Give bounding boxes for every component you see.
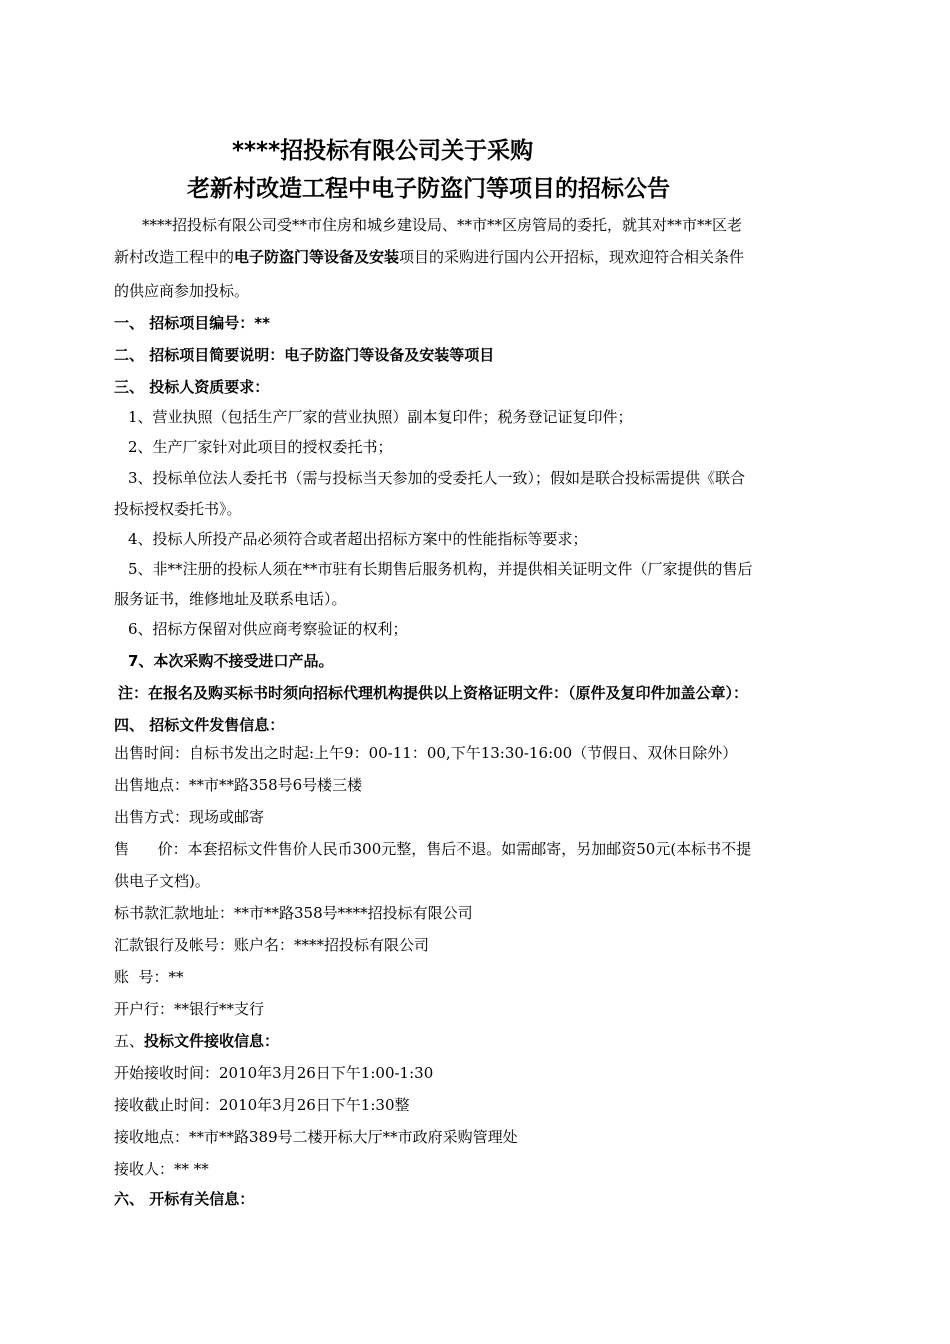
requirement-7: 7、本次采购不接受进口产品。 — [128, 652, 334, 670]
section-2-heading: 二、 招标项目简要说明：电子防盗门等设备及安装等项目 — [114, 346, 495, 364]
requirement-2: 2、生产厂家针对此项目的授权委托书； — [128, 438, 393, 456]
section-5-heading — [114, 1030, 279, 1051]
requirement-6: 6、招标方保留对供应商考察验证的权利； — [128, 620, 408, 638]
requirement-3: 3、投标单位法人委托书（需与投标当天参加的受委托人一致）；假如是联合投标需提供《联合 — [128, 469, 746, 487]
requirement-1: 1、营业执照（包括生产厂家的营业执照）副本复印件；税务登记证复印件； — [128, 408, 633, 426]
remit-address: 标书款汇款地址：**市**路358号****招投标有限公司 — [114, 904, 473, 922]
section-5-number: 五、 — [114, 1032, 145, 1050]
bank-account-name: 汇款银行及帐号：账户名：****招投标有限公司 — [114, 936, 430, 954]
section-4-heading: 四、 招标文件发售信息： — [114, 716, 285, 734]
requirement-3-cont: 投标授权委托书》。 — [114, 500, 242, 518]
receiver: 接收人：** ** — [114, 1160, 209, 1178]
receive-deadline: 接收截止时间：2010年3月26日下午1:30整 — [114, 1096, 410, 1114]
intro-text-cont: 项目的采购进行国内公开招标，现欢迎符合相关条件 — [399, 248, 745, 266]
sale-place: 出售地点：**市**路358号6号楼三楼 — [114, 776, 363, 794]
section-6-heading: 六、 开标有关信息： — [114, 1190, 255, 1208]
intro-text: 新村改造工程中的 — [114, 248, 235, 266]
receive-place: 接收地点：**市**路389号二楼开标大厅**市政府采购管理处 — [114, 1128, 518, 1146]
requirement-4: 4、投标人所投产品必须符合或者超出招标方案中的性能指标等要求； — [128, 530, 588, 548]
account-number: 账 号：** — [114, 968, 184, 986]
sale-time: 出售时间：自标书发出之时起:上午9：00-11：00,下午13:30-16:00（节假日、双休日除外） — [114, 744, 738, 762]
intro-bold-item: 电子防盗门等设备及安装 — [234, 248, 400, 266]
intro-line-1: ****招投标有限公司受**市住房和城乡建设局、**市**区房管局的委托，就其对**市**区老 — [142, 216, 743, 234]
intro-line-3: 的供应商参加投标。 — [114, 282, 250, 300]
title-line-1: ****招投标有限公司关于采购 — [232, 138, 534, 164]
requirement-5: 5、非**注册的投标人须在**市驻有长期售后服务机构，并提供相关证明文件（厂家提供的售后 — [128, 560, 753, 578]
section-5-text: 投标文件接收信息： — [144, 1032, 280, 1050]
intro-line-2 — [114, 246, 744, 267]
note: 注：在报名及购买标书时须向招标代理机构提供以上资格证明文件：（原件及复印件加盖公章）： — [118, 684, 749, 702]
sale-price: 售 价：本套招标文件售价人民币300元整，售后不退。如需邮寄，另加邮资50元(本标书不提 — [114, 840, 752, 858]
section-1-heading: 一、 招标项目编号：** — [114, 314, 270, 332]
section-3-heading: 三、 投标人资质要求： — [114, 378, 270, 396]
sale-method: 出售方式：现场或邮寄 — [114, 808, 265, 826]
requirement-5-cont: 服务证书，维修地址及联系电话）。 — [114, 590, 347, 608]
sale-price-cont: 供电子文档)。 — [114, 872, 210, 890]
receive-start: 开始接收时间：2010年3月26日下午1:00-1:30 — [114, 1064, 434, 1082]
bank-branch: 开户行：**银行**支行 — [114, 1000, 265, 1018]
title-line-2: 老新村改造工程中电子防盗门等项目的招标公告 — [187, 176, 670, 202]
